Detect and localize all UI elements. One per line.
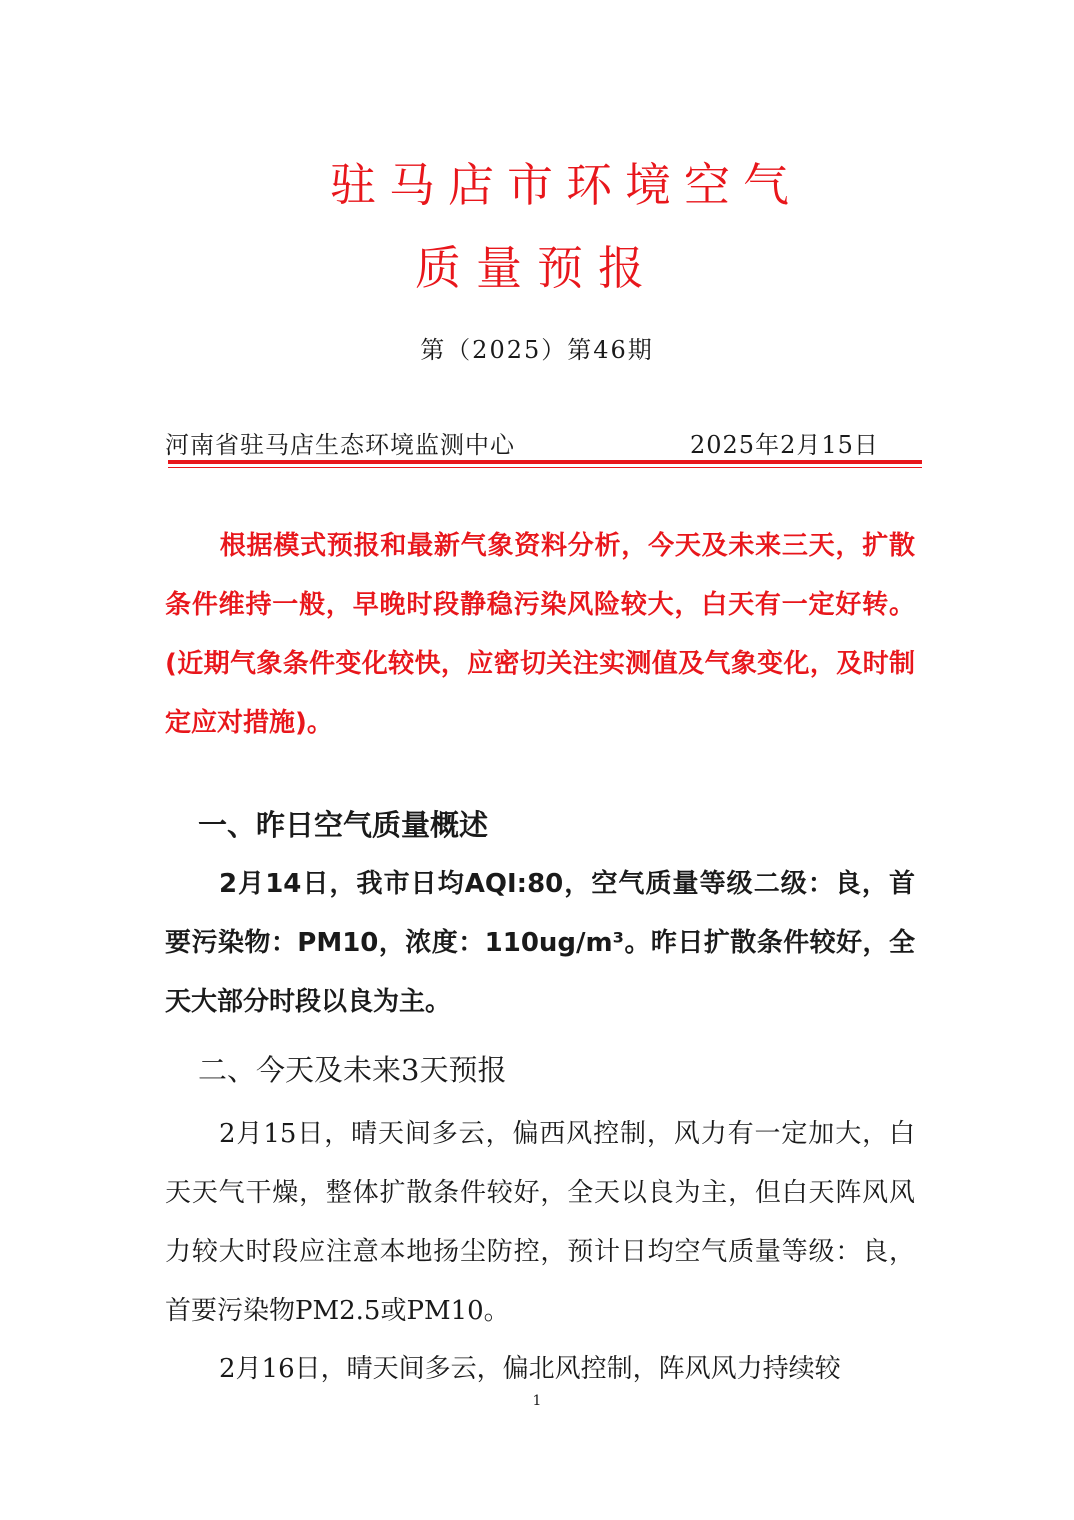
publish-date: 2025年2月15日 xyxy=(690,431,879,459)
yesterday-summary xyxy=(165,855,915,1032)
forecast-day-paragraph xyxy=(165,1105,915,1341)
report-title-line-1: 驻马店市环境空气 xyxy=(330,158,802,212)
forecast-day-text: 2月16日，晴天间多云，偏北风控制，阵风风力持续较 xyxy=(219,1354,841,1384)
issue-number: 第（2025）第46期 xyxy=(420,336,654,364)
forecast-day-paragraph xyxy=(165,1340,915,1399)
section-heading-forecast: 二、今天及未来3天预报 xyxy=(198,1053,507,1087)
page-number: 1 xyxy=(532,1393,542,1409)
yesterday-summary-text: 2月14日，我市日均AQI:80，空气质量等级二级：良，首要污染物：PM10，浓度：110ug/m³。昨日扩散条件较好，全天大部分时段以良为主。 xyxy=(165,869,915,1017)
forecast-day-text: 2月15日，晴天间多云，偏西风控制，风力有一定加大，白天天气干燥，整体扩散条件较好，全天以良为主，但白天阵风风力较大时段应注意本地扬尘防控，预计日均空气质量等级：良，首要污染物PM2.5或PM10。 xyxy=(165,1119,915,1326)
header-divider-thick xyxy=(168,460,922,464)
agency-name: 河南省驻马店生态环境监测中心 xyxy=(165,431,515,459)
report-title-line-2: 质量预报 xyxy=(415,241,659,295)
forecast-summary-text: 根据模式预报和最新气象资料分析，今天及未来三天，扩散条件维持一般，早晚时段静稳污染风险较大，白天有一定好转。(近期气象条件变化较快，应密切关注实测值及气象变化，及时制定应对措施)。 xyxy=(165,531,915,738)
forecast-summary xyxy=(165,517,915,753)
section-heading-yesterday: 一、昨日空气质量概述 xyxy=(198,808,489,842)
header-divider-thin xyxy=(168,467,922,468)
